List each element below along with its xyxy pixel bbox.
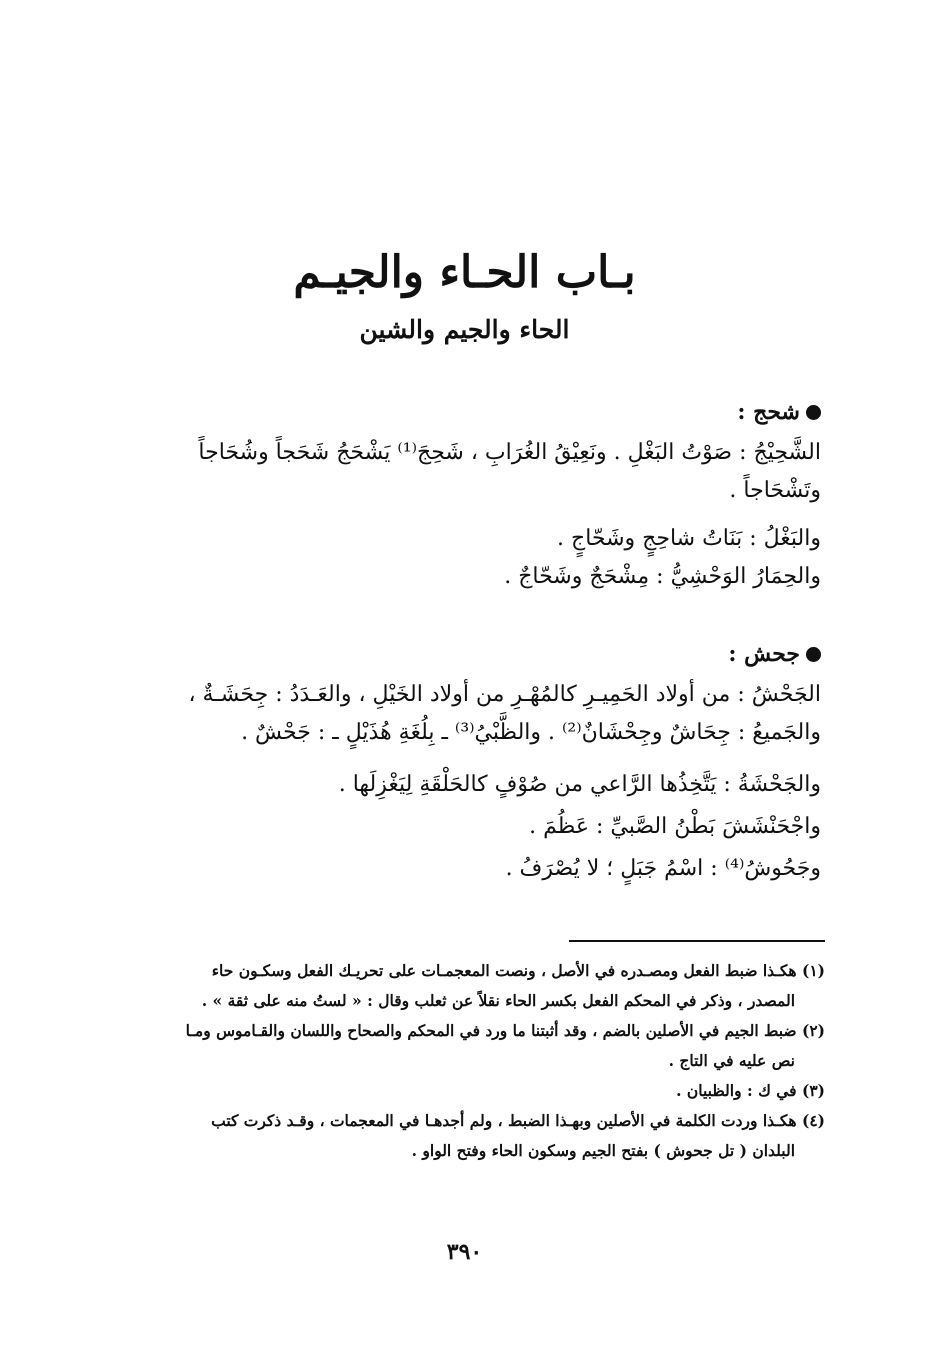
entry-line: الشَّحِيْجُ : صَوْتُ البَغْلِ . ونَعِيْقُ الغُرَابِ ، شَحِجَ⁽¹⁾ يَشْحَجُ شَحَجاً وشُحَاجاً bbox=[198, 440, 821, 465]
entry-line: والجَحْشَةُ : يَتَّخِذُها الرَّاعي من صُوْفٍ كالحَلْقَةِ لِيَغْزِلَها . bbox=[338, 772, 821, 797]
bullet-icon bbox=[806, 405, 821, 420]
footnote-line: المصدر ، وذكر في المحكم الفعل بكسر الحاء نقلاً عن ثعلب وقال : « لستُ منه على ثقة » . bbox=[201, 991, 795, 1010]
entry-line: واجْحَنْشَشَ بَطْنُ الصَّبيِّ : عَظُمَ . bbox=[529, 814, 821, 839]
footnote-divider bbox=[569, 940, 825, 942]
footnotes bbox=[104, 956, 825, 1166]
entry-line: وجَحُوشُ⁽⁴⁾ : اسْمُ جَبَلٍ ؛ لا يُصْرَفُ . bbox=[505, 856, 821, 881]
chapter-title: بـاب الحـاء والجيـم bbox=[293, 247, 636, 298]
footnote-line: نص عليه في التاج . bbox=[668, 1051, 795, 1070]
entry-line: والجَميعُ : جِحَاشٌ وجِحْشَانٌ⁽²⁾ . والظَّبْيُ⁽³⁾ ـ بِلُغَةِ هُذَيْلٍ ـ : جَحْشٌ . bbox=[241, 720, 821, 745]
entry-line: والبَغْلُ : بَنَاتُ شاحِجٍ وشَحّاجٍ . bbox=[557, 526, 821, 551]
footnote-line: (٤) هكـذا وردت الكلمة في الأصلين وبهـذا الضبط ، ولم أجدهـا في المعجمات ، وقـد ذكرت كتب bbox=[211, 1111, 825, 1130]
section-title: الحاء والجيم والشين bbox=[359, 315, 570, 344]
entry-shahaj bbox=[104, 394, 821, 596]
bullet-icon bbox=[806, 647, 821, 662]
footnote-line: (١) هكـذا ضبط الفعل ومصـدره في الأصل ، ونصت المعجمـات على تحريـك الفعل وسكـون حاء bbox=[211, 961, 825, 980]
footnote-line: (٢) ضبط الجيم في الأصلين بالضم ، وقد أثبتنا ما ورد في المحكم والصحاح واللسان والقـاموس ومـا bbox=[185, 1021, 825, 1040]
page-number: ٣٩٠ bbox=[446, 1239, 483, 1265]
entry-line: والحِمَارُ الوَحْشِيُّ : مِشْحَجٌ وشَحّاجٌ . bbox=[504, 564, 821, 589]
entry-line: وتَشْحَاجاً . bbox=[729, 478, 821, 503]
entry-headword: جحش : bbox=[104, 636, 821, 672]
entry-jahash bbox=[104, 636, 821, 888]
footnote-line: (٣) في ك : والظبيان . bbox=[676, 1081, 825, 1100]
entry-line: الجَحْشُ : من أولاد الحَمِيـرِ كالمُهْـرِ من أولاد الخَيْلِ ، والعَـدَدُ : جِحَشَـةٌ ، bbox=[188, 682, 821, 707]
entry-headword: شحج : bbox=[104, 394, 821, 430]
footnote-line: البلدان ( تل جحوش ) بفتح الجيم وسكون الحاء وفتح الواو . bbox=[411, 1141, 795, 1160]
